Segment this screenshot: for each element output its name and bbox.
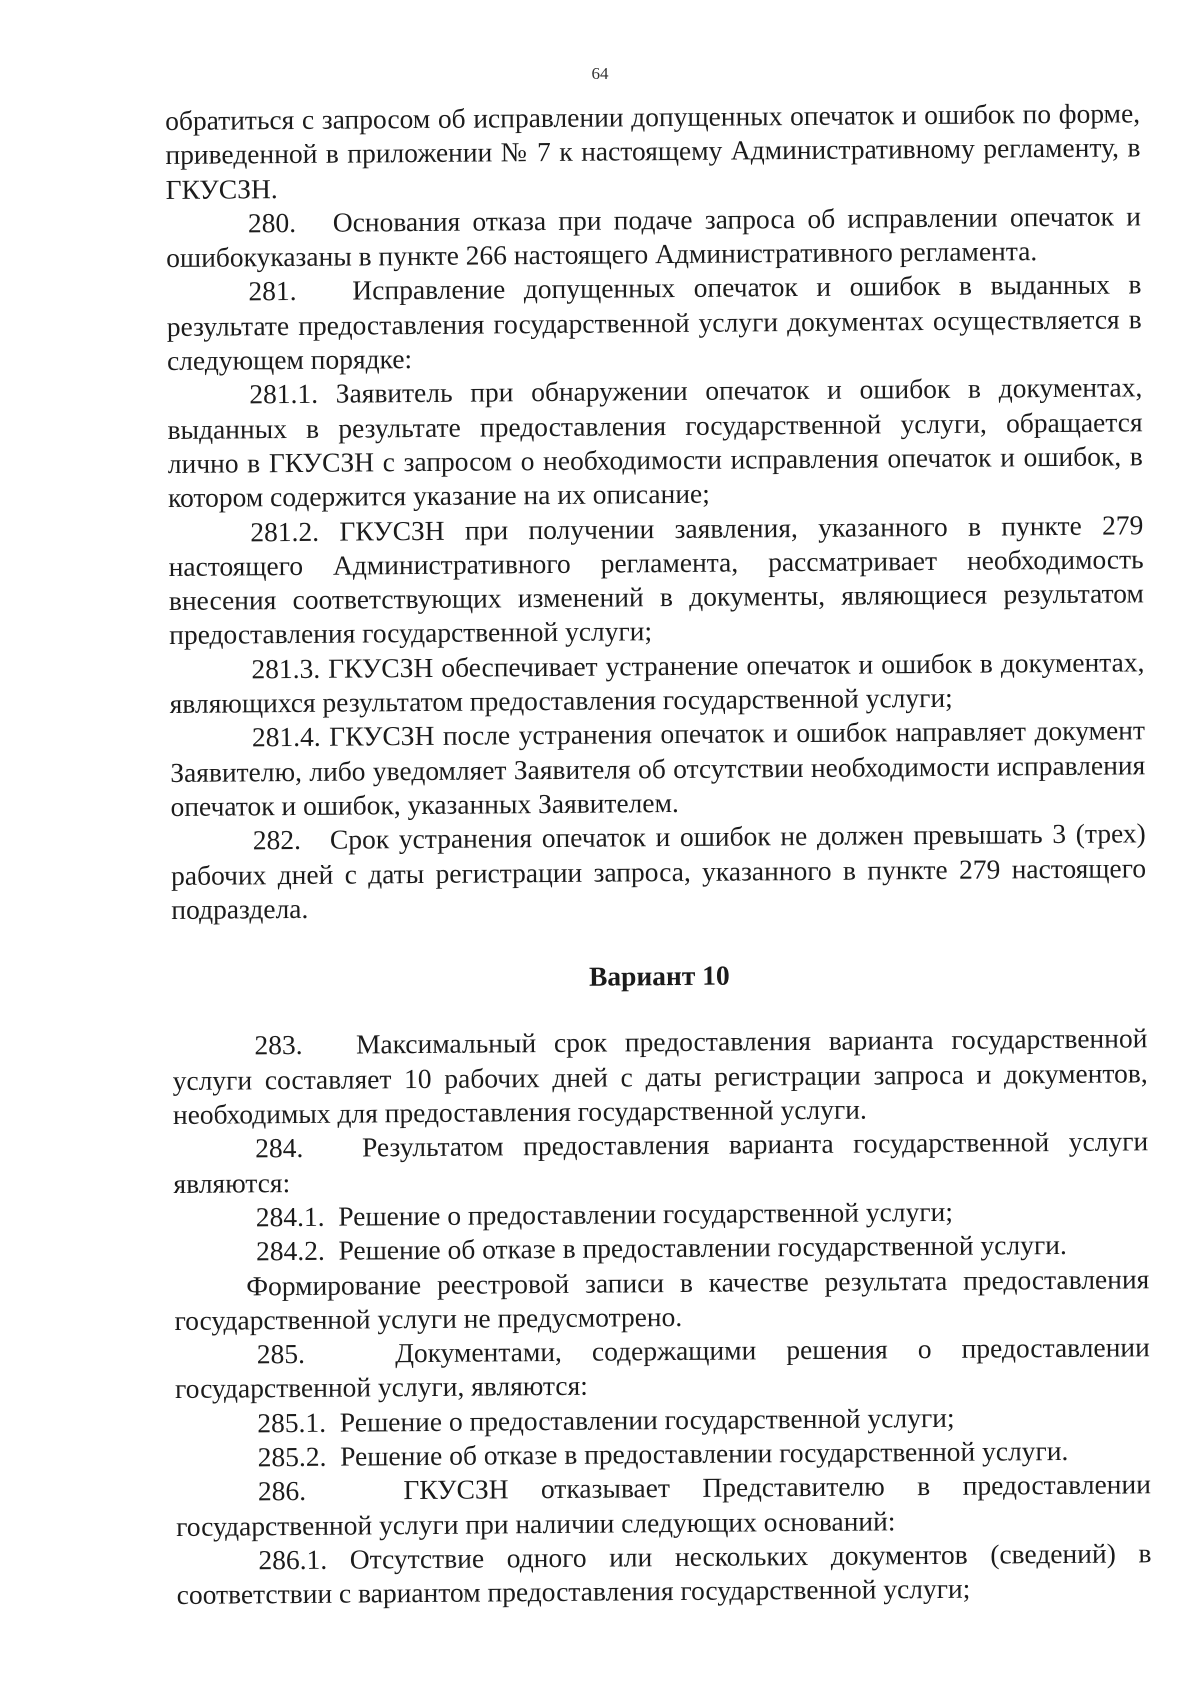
paragraph-285-1: 285.1. Решение о предоставлении государственной услуги;: [257, 1401, 955, 1439]
paragraph-continuation: обратиться с запросом об исправлении допущенных опечаток и ошибок по форме, приведенной в приложении № 7 к настоящему Административному регламенту, в ГКУСЗН.: [165, 97, 1141, 205]
section-heading: Вариант 10: [588, 959, 730, 992]
paragraph-285: 285. Документами, содержащими решения о предоставлении государственной услуги, являются:: [174, 1331, 1150, 1405]
page-number: 64: [591, 64, 609, 83]
paragraph-281: 281. Исправление допущенных опечаток и ошибок в выданных в результате предоставления государственной услуги документах осуществляется в следующем порядке:: [166, 268, 1142, 377]
paragraph-281-3: 281.3. ГКУСЗН обеспечивает устранение опечаток и ошибок в документах, являющихся результатом предоставления государственной услуги;: [169, 646, 1145, 720]
paragraph-286: 286. ГКУСЗН отказывает Представителю в предоставлении государственной услуги при наличии следующих оснований:: [176, 1468, 1151, 1542]
paragraph-284-2: 284.2. Решение об отказе в предоставлении государственной услуги.: [255, 1229, 1067, 1267]
paragraph-281-2: 281.2. ГКУСЗН при получении заявления, указанного в пункте 279 настоящего Административного регламента, рассматривает необходимость внесения соответствующих изменений в документы, являющиеся результатом предоставления государственной услуги;: [168, 508, 1144, 651]
document-body: [165, 96, 1152, 1612]
paragraph-284: 284. Результатом предоставления варианта государственной услуги являются:: [173, 1125, 1149, 1199]
paragraph-280: 280. Основания отказа при подаче запроса об исправлении опечаток и ошибокуказаны в пункте 266 настоящего Административного регламента.: [166, 200, 1142, 274]
paragraph-registry-note: Формирование реестровой записи в качестве результата предоставления государственной услуги не предусмотрено.: [174, 1262, 1150, 1336]
paragraph-285-2: 285.2. Решение об отказе в предоставлении государственной услуги.: [257, 1434, 1069, 1473]
paragraph-286-1: 286.1. Отсутствие одного или нескольких документов (сведений) в соответствии с вариантом предоставления государственной услуги;: [176, 1537, 1152, 1611]
paragraph-281-4: 281.4. ГКУСЗН после устранения опечаток и ошибок направляет документ Заявителю, либо уведомляет Заявителя об отсутствии необходимости исправления опечаток и ошибок, указанных Заявителем.: [170, 714, 1146, 822]
paragraph-284-1: 284.1. Решение о предоставлении государственной услуги;: [255, 1195, 954, 1233]
paragraph-281-1: 281.1. Заявитель при обнаружении опечаток и ошибок в документах, выданных в результате предоставления государственной услуги, обращается лично в ГКУСЗН с запросом о необходимости исправления опечаток и ошибок, в котором содержится указание на их описание;: [167, 371, 1143, 514]
paragraph-283: 283. Максимальный срок предоставления варианта государственной услуги составляет 10 рабочих дней с даты регистрации запроса и документов, необходимых для предоставления государственной услуги.: [172, 1022, 1148, 1130]
paragraph-282: 282. Срок устранения опечаток и ошибок не должен превышать 3 (трех) рабочих дней с даты регистрации запроса, указанного в пункте 279 настоящего подраздела.: [170, 817, 1147, 925]
